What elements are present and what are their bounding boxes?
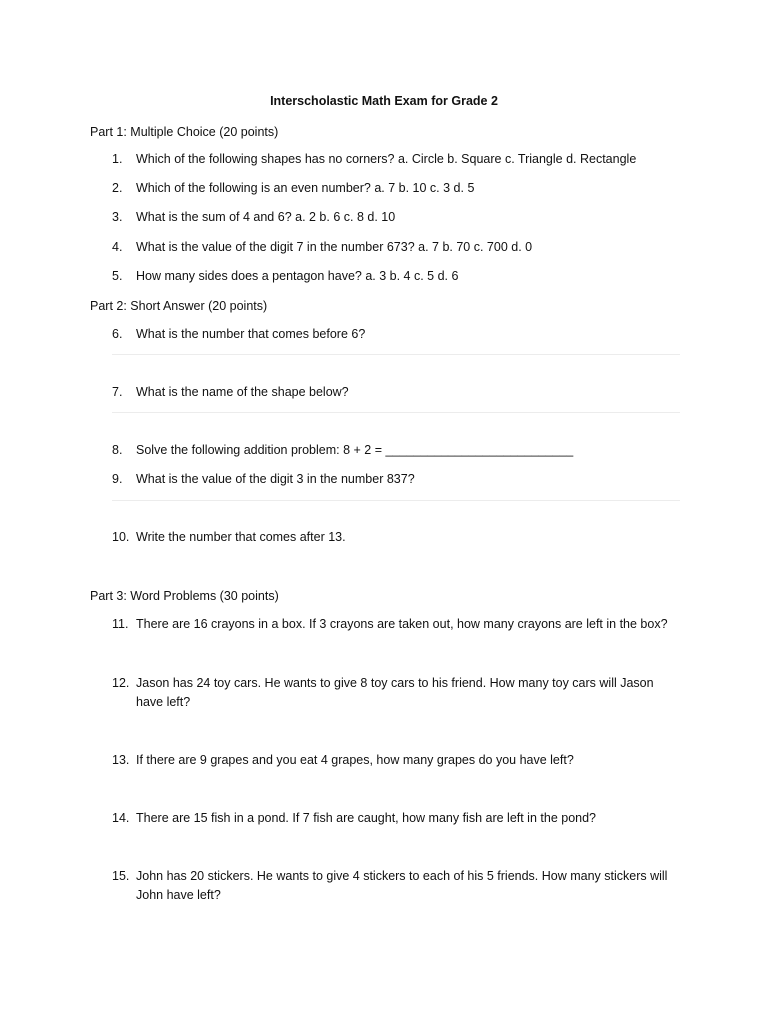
answer-line [112, 412, 680, 413]
answer-line [112, 500, 680, 501]
question-text: What is the value of the digit 7 in the number 673? a. 7 b. 70 c. 700 d. 0 [136, 240, 533, 254]
question-number: 8. [112, 443, 123, 457]
question-text: What is the number that comes before 6? [136, 327, 366, 341]
question-text: How many sides does a pentagon have? a. 3 b. 4 c. 5 d. 6 [136, 269, 459, 283]
question-text: There are 16 crayons in a box. If 3 crayons are taken out, how many crayons are left in the box? [136, 617, 668, 631]
question-number: 1. [112, 152, 123, 166]
question-number: 10. [112, 530, 130, 544]
question-text: What is the sum of 4 and 6? a. 2 b. 6 c. 8 d. 10 [136, 210, 396, 224]
question-number: 13. [112, 753, 130, 767]
question-number: 14. [112, 811, 130, 825]
question-text: What is the value of the digit 3 in the number 837? [136, 472, 415, 486]
question-text: Solve the following addition problem: 8 + 2 = ___________________________ [136, 443, 574, 457]
question-number: 9. [112, 472, 123, 486]
question-number: 11. [112, 617, 129, 631]
question-text: What is the name of the shape below? [136, 385, 349, 399]
question-text: Which of the following is an even number? a. 7 b. 10 c. 3 d. 5 [136, 181, 475, 195]
question-number: 7. [112, 385, 123, 399]
question-number: 6. [112, 327, 123, 341]
part-3-heading: Part 3: Word Problems (30 points) [90, 589, 279, 603]
question-number: 2. [112, 181, 123, 195]
question-number: 15. [112, 869, 130, 883]
question-number: 5. [112, 269, 123, 283]
question-text: If there are 9 grapes and you eat 4 grapes, how many grapes do you have left? [136, 753, 574, 767]
question-number: 12. [112, 676, 130, 690]
part-1-heading: Part 1: Multiple Choice (20 points) [90, 125, 279, 139]
question-text: John has 20 stickers. He wants to give 4 stickers to each of his 5 friends. How many stickers will John have left? [136, 869, 668, 902]
question-number: 3. [112, 210, 123, 224]
answer-line [112, 354, 680, 355]
question-number: 4. [112, 240, 123, 254]
exam-title: Interscholastic Math Exam for Grade 2 [270, 94, 498, 108]
question-text: Write the number that comes after 13. [136, 530, 346, 544]
question-text: Jason has 24 toy cars. He wants to give 8 toy cars to his friend. How many toy cars will Jason have left? [136, 676, 654, 709]
question-text: Which of the following shapes has no corners? a. Circle b. Square c. Triangle d. Rectangle [136, 152, 637, 166]
question-text: There are 15 fish in a pond. If 7 fish are caught, how many fish are left in the pond? [136, 811, 596, 825]
part-2-heading: Part 2: Short Answer (20 points) [90, 299, 268, 313]
